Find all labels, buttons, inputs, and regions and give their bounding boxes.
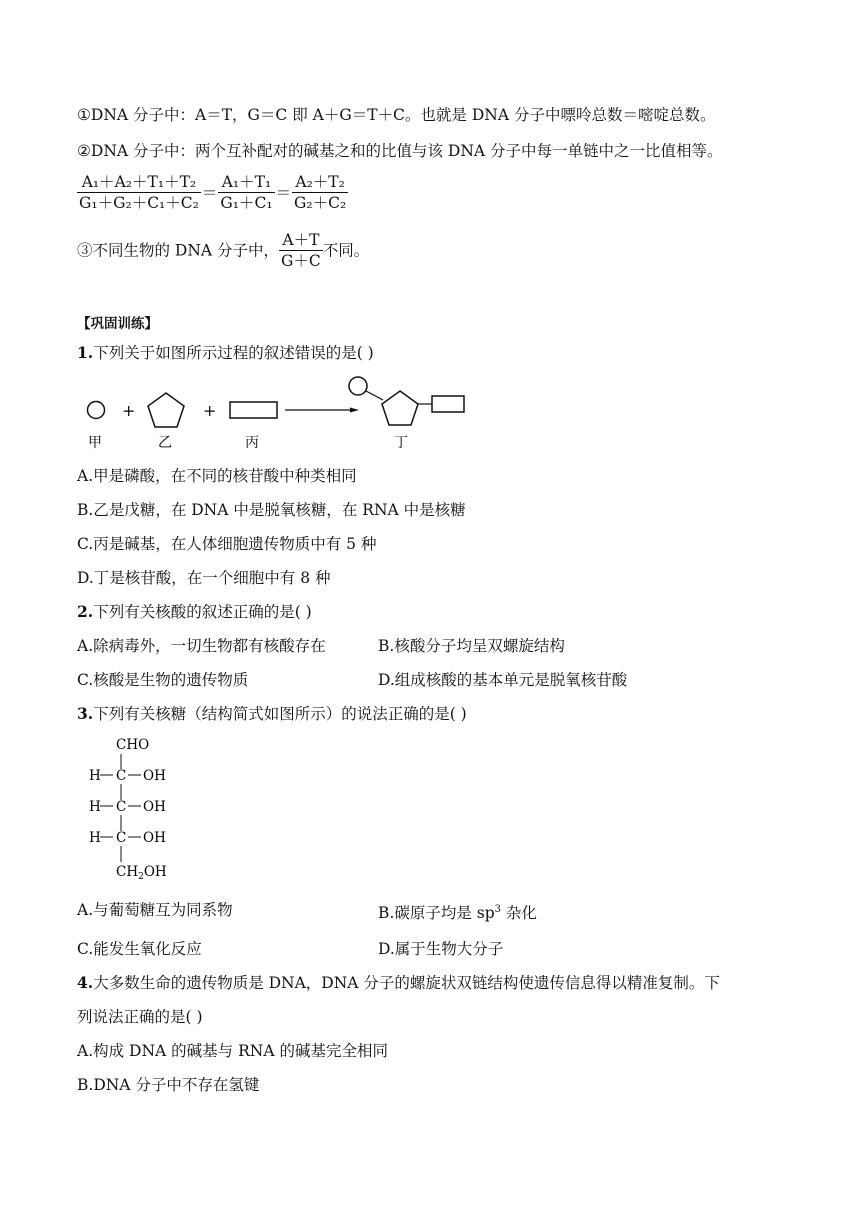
- question-2-options-row-2: [77, 669, 837, 691]
- base-ratio-formula: [77, 172, 348, 213]
- fraction-numerator: A₁＋T₁: [218, 172, 274, 193]
- fraction-denominator: G₂＋C₂: [294, 194, 347, 212]
- ribose-structure: [86, 734, 196, 888]
- question-text: 下列有关核酸的叙述正确的是( ): [93, 603, 312, 621]
- label-bing: 丙: [245, 435, 259, 451]
- option-b-text: B.碳原子均是 sp: [378, 904, 495, 923]
- subscript-2: 2: [138, 872, 144, 882]
- question-1-option-c: C.丙是碱基，在人体细胞遗传物质中有 5 种: [77, 535, 377, 553]
- group-oh: OH: [143, 799, 166, 815]
- equals-sign: ＝: [201, 183, 218, 202]
- point3-suffix: 不同。: [322, 241, 370, 260]
- question-3-option-c: C.能发生氧化反应: [77, 940, 202, 958]
- fraction-denominator: G₁＋C₁: [220, 194, 273, 212]
- question-number: 4.: [77, 973, 94, 992]
- question-3-option-a: A.与葡萄糖互为同系物: [77, 901, 233, 919]
- question-3-option-d: D.属于生物大分子: [378, 940, 504, 958]
- option-b-suffix: 杂化: [501, 904, 537, 923]
- superscript-3: 3: [494, 904, 501, 915]
- phosphate-bond: [366, 391, 383, 400]
- atom-h: H: [89, 768, 101, 784]
- base-rectangle: [230, 402, 277, 418]
- label-yi: 乙: [158, 435, 172, 451]
- fraction-strand-2: [292, 172, 348, 213]
- question-3-stem: [77, 703, 467, 725]
- question-number: 1.: [77, 343, 94, 362]
- knowledge-point-2: ②DNA 分子中：两个互补配对的碱基之和的比值与该 DNA 分子中每一单链中之一比值相等。: [77, 142, 723, 160]
- fraction-strand-1: [218, 172, 274, 213]
- question-2-option-a: A.除病毒外，一切生物都有核酸存在: [77, 637, 326, 655]
- fraction-denominator: G₁＋G₂＋C₁＋C₂: [79, 194, 199, 212]
- knowledge-point-3: [77, 230, 369, 271]
- nucleotide-phosphate: [349, 377, 367, 395]
- question-1-option-d: D.丁是核苷酸，在一个细胞中有 8 种: [77, 569, 331, 587]
- question-number: 3.: [77, 704, 94, 723]
- point3-prefix: ③不同生物的 DNA 分子中，: [77, 241, 280, 260]
- phosphate-circle: [88, 402, 105, 419]
- question-text: 大多数生命的遗传物质是 DNA，DNA 分子的螺旋状双链结构使遗传信息得以精准复制。下: [93, 974, 720, 992]
- fraction-numerator: A₁＋A₂＋T₁＋T₂: [77, 172, 201, 193]
- knowledge-point-1: ①DNA 分子中：A＝T，G＝C 即 A＋G＝T＋C。也就是 DNA 分子中嘌呤总数＝嘧啶总数。: [77, 106, 716, 124]
- atom-h: H: [89, 830, 101, 846]
- question-2-option-b: B.核酸分子均呈双螺旋结构: [378, 637, 565, 655]
- group-ch2oh: [116, 864, 167, 882]
- atom-h: H: [89, 799, 101, 815]
- arrow-head: [350, 408, 359, 413]
- question-1-option-a: A.甲是磷酸，在不同的核苷酸中种类相同: [77, 467, 357, 485]
- nucleotide-pentose: [382, 391, 418, 425]
- fraction-at-gc: [279, 230, 323, 271]
- question-text: 下列关于如图所示过程的叙述错误的是( ): [93, 344, 374, 362]
- question-4-option-b: B.DNA 分子中不存在氢键: [77, 1076, 260, 1094]
- question-number: 2.: [77, 602, 94, 621]
- question-4-stem: [77, 972, 720, 994]
- group-oh: OH: [143, 830, 166, 846]
- question-3-options-row-2: [77, 938, 837, 960]
- section-title: 【巩固训练】: [77, 316, 158, 332]
- question-1-option-b: B.乙是戊糖，在 DNA 中是脱氧核糖，在 RNA 中是核糖: [77, 501, 466, 519]
- fraction-numerator: A₂＋T₂: [292, 172, 348, 193]
- equals-sign: ＝: [275, 183, 292, 202]
- oh-text: OH: [143, 864, 167, 880]
- atom-c: C: [116, 768, 127, 784]
- nucleotide-base: [432, 396, 464, 412]
- question-3-option-b: [378, 899, 537, 924]
- question-2-option-c: C.核酸是生物的遗传物质: [77, 671, 249, 689]
- group-oh: OH: [143, 768, 166, 784]
- ch-text: CH: [116, 864, 139, 880]
- question-4-stem-line-2: 列说法正确的是( ): [77, 1008, 203, 1026]
- label-ding: 丁: [394, 435, 408, 451]
- question-text: 下列有关核糖（结构简式如图所示）的说法正确的是( ): [93, 705, 467, 723]
- label-jia: 甲: [88, 435, 102, 451]
- question-2-option-d: D.组成核酸的基本单元是脱氧核苷酸: [378, 671, 628, 689]
- question-1-stem: [77, 342, 374, 364]
- plus-sign: +: [203, 401, 217, 420]
- question-4-option-a: A.构成 DNA 的碱基与 RNA 的碱基完全相同: [77, 1042, 388, 1060]
- plus-sign: +: [122, 401, 136, 420]
- group-cho: CHO: [116, 737, 150, 753]
- question-3-options-row-1: [77, 899, 837, 921]
- atom-c: C: [116, 799, 127, 815]
- fraction-total: [77, 172, 201, 213]
- fraction-denominator: G＋C: [281, 252, 321, 270]
- question-2-options-row-1: [77, 635, 837, 657]
- atom-c: C: [116, 830, 127, 846]
- nucleotide-formation-diagram: [70, 372, 490, 460]
- question-2-stem: [77, 601, 312, 623]
- fraction-numerator: A＋T: [279, 230, 323, 251]
- pentose-pentagon: [148, 393, 184, 427]
